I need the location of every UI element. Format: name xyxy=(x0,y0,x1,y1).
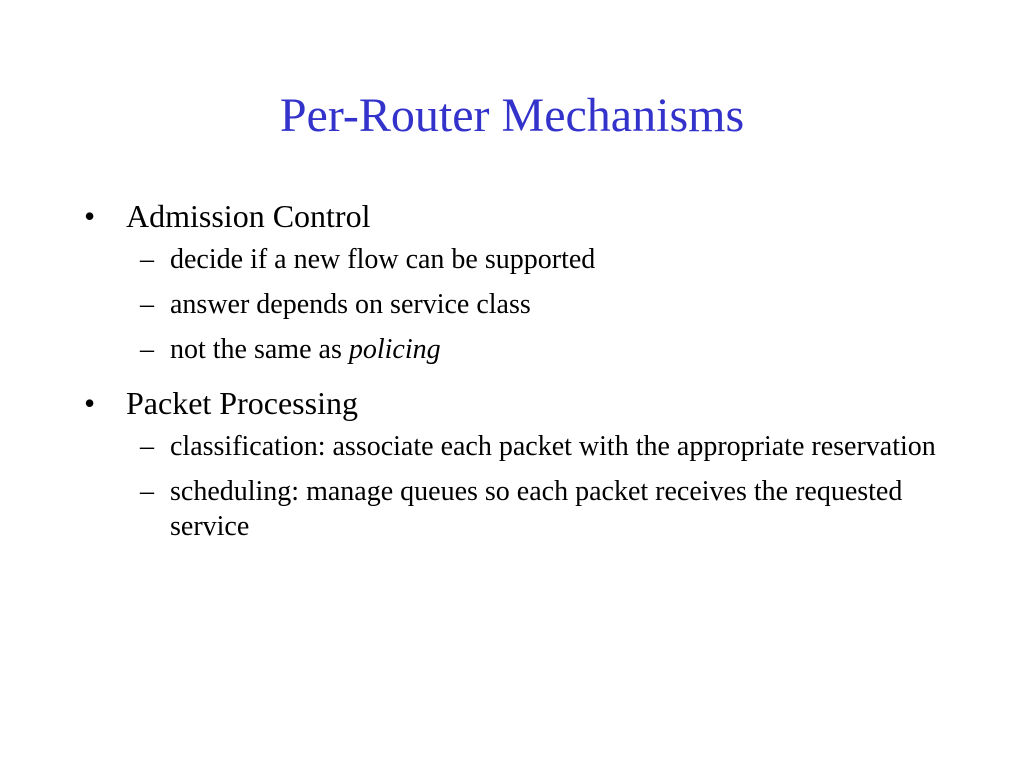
sub-item-text: classification: associate each packet with the appropriate reservation xyxy=(170,431,936,462)
sub-item-text: decide if a new flow can be supported xyxy=(170,244,596,275)
dash-icon: – xyxy=(140,244,154,275)
sub-list xyxy=(126,242,964,367)
sub-item xyxy=(126,332,964,367)
slide-title: Per-Router Mechanisms xyxy=(279,89,745,142)
bullet-admission-control xyxy=(84,196,964,367)
sub-list xyxy=(126,429,964,544)
dash-icon: – xyxy=(140,476,154,507)
bullet-icon: • xyxy=(84,198,96,234)
dash-icon: – xyxy=(140,289,154,320)
sub-item xyxy=(126,242,964,277)
dash-icon: – xyxy=(140,334,154,365)
bullet-icon: • xyxy=(84,385,96,421)
sub-item xyxy=(126,474,964,544)
sub-item xyxy=(126,429,964,464)
bullet-label: Packet Processing xyxy=(126,385,358,421)
bullet-label: Admission Control xyxy=(126,198,371,234)
bullet-packet-processing xyxy=(84,383,964,544)
sub-item-text: scheduling: manage queues so each packet receives the requested service xyxy=(170,476,903,542)
sub-item-text: not the same as xyxy=(170,334,349,365)
sub-item xyxy=(126,287,964,322)
dash-icon: – xyxy=(140,431,154,462)
sub-item-emphasis: policing xyxy=(348,334,441,365)
bullet-list xyxy=(84,196,964,554)
sub-item-text: answer depends on service class xyxy=(170,289,531,320)
